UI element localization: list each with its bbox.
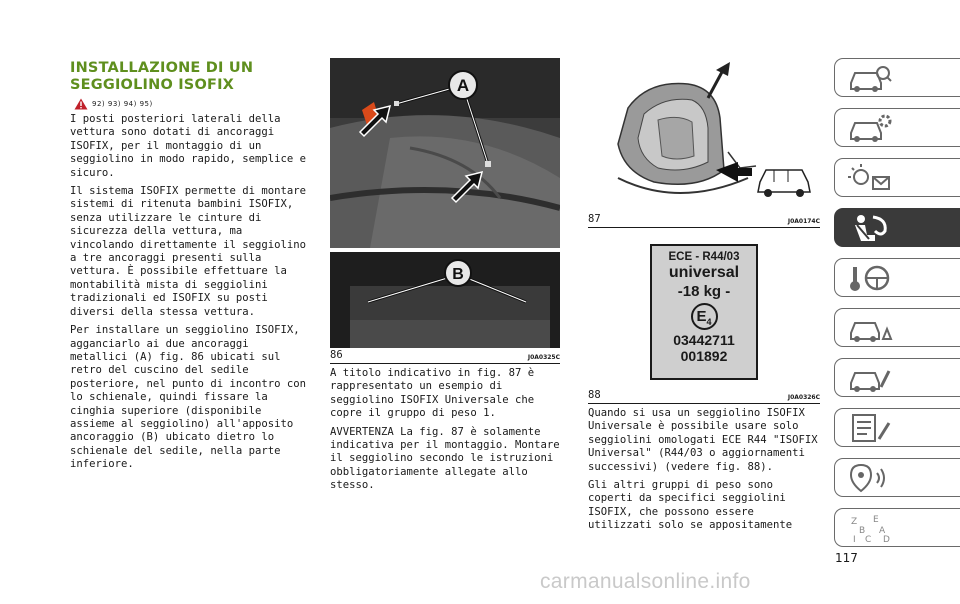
tab-safety[interactable] [834,208,960,247]
figure-number: 86 [330,349,343,361]
tab-car-overview[interactable] [834,58,960,97]
page-number: 117 [835,551,858,565]
tab-technical-data[interactable] [834,408,960,447]
figure-87-caption [588,212,820,228]
car-search-icon [847,63,893,93]
ece-approval-label [650,244,758,380]
figure-87-image [588,58,818,212]
figure-code: J0A0174C [787,218,820,225]
tab-maintenance[interactable] [834,358,960,397]
tab-controls[interactable] [834,108,960,147]
figure-code: J0A0326C [787,394,820,401]
paragraph: Quando si usa un seggiolino ISOFIX Universale è possibile usare solo seggiolini omologati ECE R44 "ISOFIX Universal" (R44/03 o aggiornamenti successivi) (vedere fig. 88). [588,407,818,473]
svg-text:E: E [873,515,879,525]
tab-warning-lights[interactable] [834,158,960,197]
left-column [70,60,310,472]
index-icon [847,513,893,543]
tab-multimedia[interactable] [834,458,960,497]
figure-code: J0A0325C [527,354,560,361]
paragraph: A titolo indicativo in fig. 87 è rappresentato un esempio di seggiolino ISOFIX Universale che copre il gruppo di peso 1. [330,367,535,420]
svg-text:Z: Z [851,517,858,527]
emergency-icon [847,313,893,343]
car-settings-icon [847,113,893,143]
warning-lights-icon [847,163,893,193]
multimedia-icon [847,463,893,493]
key-steering-icon [847,263,893,293]
paragraph: Per installare un seggiolino ISOFIX, agganciarlo ai due ancoraggi metallici (A) fig. 86 ubicati sul retro del cuscino del sedile posteriore, nel punto di incontro con lo schienale, quindi fissare la cinghia superiore (disponibile assieme al seggiolino) all'apposito ancoraggio (B) ubicato dietro lo schienale del sedile, nella parte inferiore. [70,324,306,471]
ece-weight: -18 kg - [677,283,731,300]
svg-text:B: B [859,526,866,536]
figure-86-caption [330,348,560,364]
svg-text:D: D [883,535,890,543]
ece-mark: $E_4$ [691,303,718,330]
isofix-anchors-photo [330,58,560,348]
section-title: INSTALLAZIONE DI UN SEGGIOLINO ISOFIX [70,60,254,93]
svg-text:I: I [853,535,856,543]
paragraph: Gli altri gruppi di peso sono coperti da specifici seggiolini ISOFIX, che possono essere utilizzati solo se appositamente [588,479,793,532]
warning-triangle-icon [74,98,88,110]
chapter-tabs [834,58,960,558]
car-maintenance-icon [847,363,893,393]
ece-serial-number: 001892 [680,348,728,364]
ece-category: universal [668,264,740,281]
anchor-label-a: A [456,76,470,95]
right-column [588,58,820,533]
middle-column [330,58,560,493]
warning-refs-text: 92) 93) 94) 95) [92,100,153,108]
tab-starting-driving[interactable] [834,258,960,297]
watermark: carmanualsonline.info [540,570,751,593]
isofix-child-seat-drawing [588,58,818,212]
svg-text:C: C [865,535,872,543]
figure-86-image [330,58,560,348]
specifications-icon [847,413,893,443]
middle-body [330,367,560,493]
warning-references [74,98,310,110]
ece-regulation: ECE - R44/03 [668,251,740,263]
tab-index[interactable] [834,508,960,547]
airbag-seat-icon [847,213,893,243]
tab-emergency[interactable] [834,308,960,347]
right-body [588,407,820,533]
ece-approval-number: 03442711 [673,332,735,348]
figure-88-caption [588,388,820,404]
left-body [70,113,310,472]
anchor-label-b: B [452,266,464,283]
figure-88-image [588,228,818,388]
figure-number: 88 [588,389,601,401]
paragraph: I posti posteriori laterali della vettura sono dotati di ancoraggi ISOFIX, per il montaggio di un seggiolino in modo rapido, semplice e sicuro. [70,113,306,179]
figure-number: 87 [588,213,601,225]
svg-text:A: A [879,526,886,536]
paragraph: Il sistema ISOFIX permette di montare sistemi di ritenuta bambini ISOFIX, senza utilizzare le cinture di sicurezza della vettura, ma vincolando direttamente il seggiolino a tre ancoraggi presenti sulla vettura. È possibile effettuare la montabilità mista di seggiolini tradizionali ed ISOFIX su posti diversi della stessa vettura. [70,185,306,318]
paragraph: AVVERTENZA La fig. 87 è solamente indicativa per il montaggio. Montare il seggiolino secondo le istruzioni obbligatoriamente allegate allo stesso. [330,425,560,492]
